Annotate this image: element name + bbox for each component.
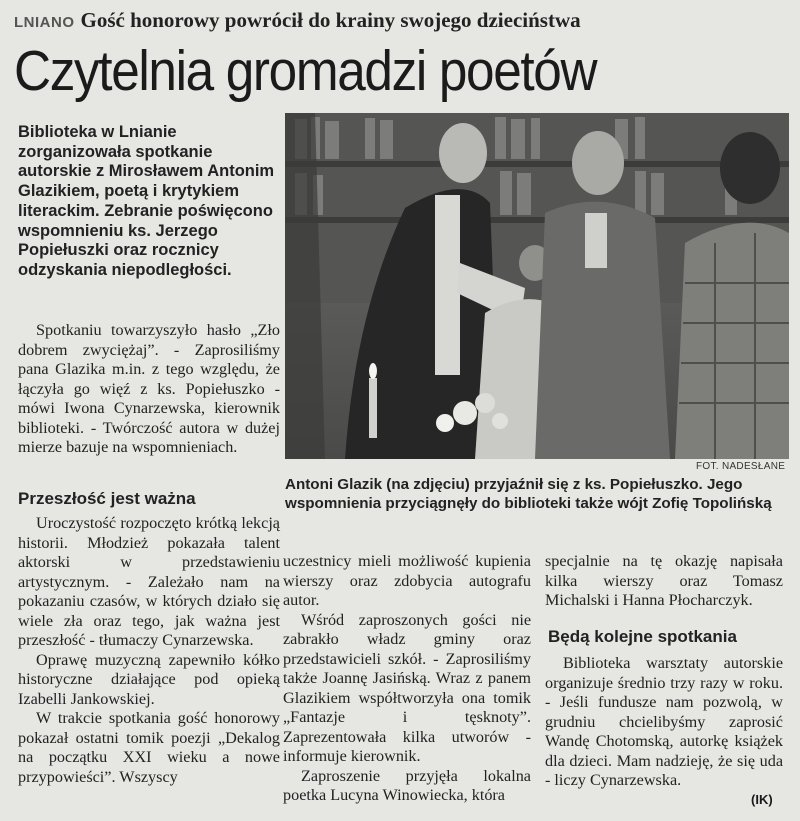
body-column-1-bottom	[18, 514, 280, 787]
lead-paragraph: Biblioteka w Lnianie zorganizowała spotkanie autorskie z Mirosławem Antonim Glazikiem, poetą i krytykiem literackim. Zebranie poświęcono wspomnieniu ks. Jerzego Popiełuszki oraz rocznicy odzyskania niepodległości.	[18, 123, 275, 279]
subheading-kolejne-spotkania: Będą kolejne spotkania	[548, 627, 737, 646]
author-signoff: (IK)	[751, 792, 773, 807]
body-column-1-top	[18, 321, 280, 458]
photo-illustration	[285, 113, 789, 459]
kicker-line	[14, 8, 581, 33]
body-paragraph: Biblioteka warsztaty autorskie organizuje średnio trzy razy w roku. - Jeśli fundusze nam pozwolą, w grudniu chcielibyśmy zaprosić Wandę Chotomską, autorkę książek dla dzieci. Mam nadzieję, że się uda - liczy Cynarzewska.	[545, 654, 783, 789]
body-paragraph: Spotkaniu towarzyszyło hasło „Zło dobrem zwyciężaj”. - Zaprosiliśmy pana Glazika m.in. z tego względu, że łączyła go więź z ks. Popiełuszko - mówi Iwona Cynarzewska, kierownik biblioteki. - Twórczość autora w dużej mierze bazuje na wspomnieniach.	[18, 321, 280, 456]
section-label: LNIANO	[14, 14, 75, 31]
body-paragraph: Wśród zaproszonych gości nie zabrakło władz gminy oraz przedstawicieli szkół. - Zaprosiliśmy także Joannę Jasińską. Wraz z panem Glazikiem współtworzyła ona tomik „Fantazje i tęsknoty”. Zaprezentowała kilka utworów - informuje kierownik.	[283, 610, 531, 765]
body-paragraph: uczestnicy mieli możliwość kupienia wierszy oraz zdobycia autografu autor.	[283, 552, 531, 609]
body-column-3	[545, 552, 783, 611]
subheading-przeszlosc: Przeszłość jest ważna	[18, 489, 196, 508]
article-photo	[285, 113, 789, 459]
tagline: Gość honorowy powrócił do krainy swojego dzieciństwa	[80, 8, 581, 32]
body-paragraph: W trakcie spotkania gość honorowy pokazał ostatni tomik poezji „Dekalog na początku XXI wieku a nowe przypowieści”. Wszyscy	[18, 709, 280, 786]
body-paragraph: Uroczystość rozpoczęto krótką lekcją historii. Młodzież pokazała talent aktorski w przedstawieniu artystycznym. - Zależało nam na pokazaniu czasów, w których działo się wiele zła oraz tego, jak ważna jest przeszłość - tłumaczy Cynarzewska.	[18, 514, 280, 649]
body-column-2	[283, 552, 531, 806]
body-column-3-bottom	[545, 654, 783, 791]
headline: Czytelnia gromadzi poetów	[14, 39, 597, 103]
body-paragraph: Oprawę muzyczną zapewniło kółko historyczne działające pod opieką Izabelli Jankowskiej.	[18, 650, 280, 708]
photo-credit: FOT. NADESŁANE	[696, 461, 786, 472]
body-paragraph: specjalnie na tę okazję napisała kilka wierszy oraz Tomasz Michalski i Hanna Płocharczyk.	[545, 552, 783, 609]
photo-caption: Antoni Glazik (na zdjęciu) przyjaźnił się z ks. Popiełuszko. Jego wspomnienia przyciągnęły do biblioteki także wójt Zofię Topolińską	[285, 476, 772, 512]
body-paragraph: Zaproszenie przyjęła lokalna poetka Lucyna Winowiecka, która	[283, 766, 531, 804]
